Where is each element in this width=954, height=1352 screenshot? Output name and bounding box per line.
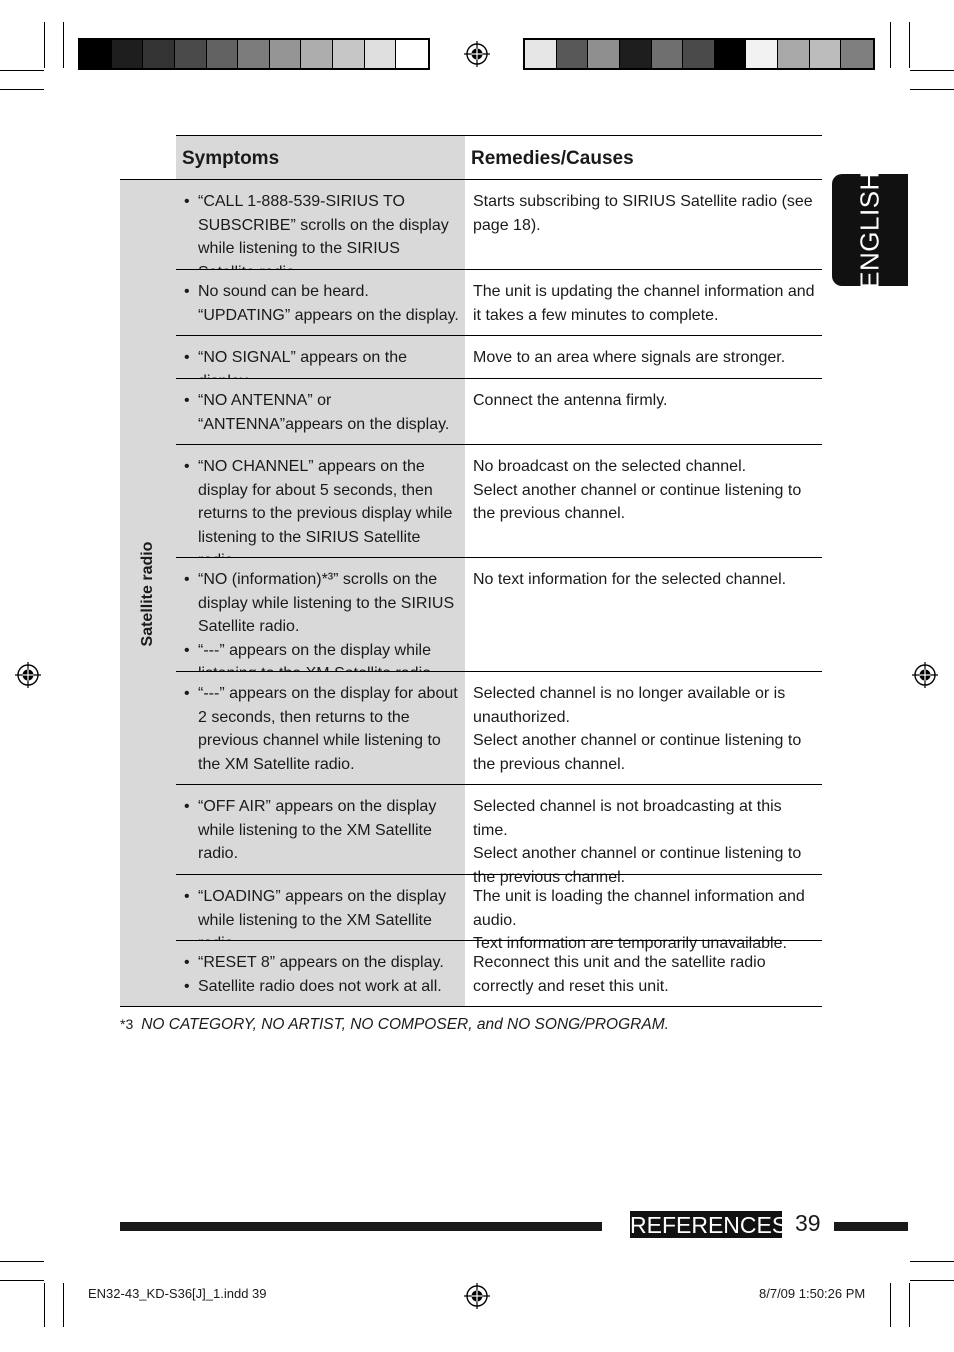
crop-mark — [0, 1261, 44, 1262]
remedy-text: Select another channel or continue listening to the previous channel. — [473, 845, 802, 886]
table-row — [176, 671, 822, 784]
remedy-cell — [465, 785, 822, 886]
color-swatch — [810, 40, 842, 68]
crop-mark — [0, 70, 44, 71]
color-swatch — [333, 40, 365, 68]
category-label: Satellite radio — [139, 541, 156, 646]
color-swatch — [143, 40, 175, 68]
remedy-cell — [465, 875, 822, 952]
registration-mark-icon — [464, 1283, 490, 1309]
remedy-text: Text information are temporarily unavailable. — [473, 935, 787, 952]
table-bottom-rule — [120, 1006, 822, 1007]
remedy-text: Selected channel is no longer available or is unauthorized. — [473, 685, 786, 726]
registration-mark-icon — [15, 662, 41, 688]
color-swatch — [841, 40, 873, 68]
remedy-text: Selected channel is not broadcasting at this time. — [473, 798, 782, 839]
symptom-cell — [176, 672, 465, 784]
remedy-cell — [465, 672, 822, 784]
color-bar-left — [78, 38, 430, 70]
table-row — [176, 874, 822, 952]
color-swatch — [588, 40, 620, 68]
color-swatch — [715, 40, 747, 68]
symptom-item: • “NO CHANNEL” appears on the display for about 5 seconds, then returns to the previous display while listening to the SIRIUS Satellite — [184, 455, 459, 573]
table-header — [176, 135, 822, 179]
remedy-text: No text information for the selected channel. — [473, 571, 787, 588]
color-swatch — [557, 40, 589, 68]
table-row — [176, 784, 822, 886]
crop-mark — [909, 22, 910, 68]
symptom-list — [184, 795, 459, 866]
crop-mark — [0, 1280, 44, 1281]
crop-mark — [910, 89, 954, 90]
color-swatch — [270, 40, 302, 68]
remedy-cell — [465, 558, 822, 671]
color-swatch — [301, 40, 333, 68]
registration-mark-icon — [912, 662, 938, 688]
symptom-item: • “NO SIGNAL” appears on the — [184, 346, 459, 393]
crop-mark — [44, 1283, 45, 1327]
registration-mark-icon — [464, 41, 490, 67]
table-row — [176, 940, 822, 1006]
symptom-cell — [176, 379, 465, 444]
symptom-item: • Satellite radio does not work at all. — [184, 975, 459, 999]
table-row — [176, 335, 822, 378]
remedy-cell — [465, 445, 822, 557]
section-label: REFERENCES — [630, 1212, 788, 1238]
footnote-mark: *3 — [120, 1016, 134, 1032]
color-swatch — [238, 40, 270, 68]
symptom-list — [184, 568, 459, 686]
remedy-text: Starts subscribing to SIRIUS Satellite radio (see page 18). — [473, 193, 813, 234]
table-row — [176, 269, 822, 335]
symptom-list — [184, 951, 459, 998]
color-bar-right — [523, 38, 875, 70]
color-swatch — [652, 40, 684, 68]
symptom-item: • “CALL 1-888-539-SIRIUS TO SUBSCRIBE” scrolls on the display while listening to the SIRIUS — [184, 190, 459, 284]
remedy-cell — [465, 941, 822, 1006]
symptom-list — [184, 682, 459, 776]
symptom-list — [184, 455, 459, 573]
color-swatch — [778, 40, 810, 68]
symptom-cell — [176, 336, 465, 378]
header-remedies: Remedies/Causes — [465, 136, 822, 179]
slug-timestamp: 8/7/09 1:50:26 PM — [759, 1286, 866, 1301]
symptom-cell — [176, 445, 465, 557]
remedy-text: Connect the antenna firmly. — [473, 392, 668, 409]
symptom-item: • “RESET 8” appears on the display. — [184, 951, 459, 975]
remedy-cell — [465, 270, 822, 335]
crop-mark — [63, 22, 64, 68]
language-tab — [832, 171, 908, 289]
remedy-text: Move to an area where signals are stronger. — [473, 349, 786, 366]
slug-file: EN32-43_KD-S36[J]_1.indd 39 — [88, 1286, 267, 1301]
remedy-cell — [465, 379, 822, 444]
crop-mark — [909, 1283, 910, 1327]
symptom-list — [184, 389, 459, 436]
table-row — [176, 179, 822, 269]
symptom-item: • “NO (information)*³” scrolls on the display while listening to the SIRIUS Satellite radio. — [184, 568, 459, 639]
color-swatch — [175, 40, 207, 68]
symptom-cell — [176, 875, 465, 940]
crop-mark — [63, 1283, 64, 1327]
remedy-cell — [465, 336, 822, 378]
remedy-text: Reconnect this unit and the satellite radio correctly and reset this unit. — [473, 954, 766, 995]
crop-mark — [910, 70, 954, 71]
symptom-cell — [176, 270, 465, 335]
table-row — [176, 557, 822, 671]
crop-mark — [910, 1280, 954, 1281]
symptom-item: • “OFF AIR” appears on the display while listening to the XM Satellite radio. — [184, 795, 459, 866]
color-swatch — [525, 40, 557, 68]
remedy-text: The unit is updating the channel information and it takes a few minutes to complete. — [473, 283, 815, 324]
crop-mark — [910, 1261, 954, 1262]
symptom-item: • “LOADING” appears on the display while listening to the XM Satellite — [184, 885, 459, 956]
symptom-item: • No sound can be heard. “UPDATING” appears on the display. — [184, 280, 459, 327]
footnote-text: NO CATEGORY, NO ARTIST, NO COMPOSER, and NO SONG/PROGRAM. — [141, 1016, 669, 1033]
remedy-text: Select another channel or continue listening to the previous channel. — [473, 481, 802, 522]
crop-mark — [890, 22, 891, 68]
symptom-cell — [176, 941, 465, 1006]
category-column — [120, 179, 176, 1007]
crop-mark — [44, 22, 45, 68]
symptom-cell — [176, 785, 465, 874]
footer-rule-right — [834, 1222, 908, 1231]
symptom-cell — [176, 180, 465, 269]
page-number: 39 — [795, 1210, 821, 1236]
remedy-cell — [465, 180, 822, 269]
header-symptoms: Symptoms — [176, 136, 465, 179]
crop-mark — [0, 89, 44, 90]
color-swatch — [112, 40, 144, 68]
remedy-text: Select another channel or continue listening to the previous channel. — [473, 732, 802, 773]
table-row — [176, 378, 822, 444]
color-swatch — [620, 40, 652, 68]
language-tab-label: ENGLISH — [854, 171, 885, 289]
crop-mark — [890, 1283, 891, 1327]
footer-rule-left — [120, 1222, 602, 1231]
symptom-list — [184, 280, 459, 327]
color-swatch — [746, 40, 778, 68]
symptom-item: • “---” appears on the display for about 2 seconds, then returns to the previous channel while listening to the XM Satellite radio. — [184, 682, 459, 776]
symptom-item: • “NO ANTENNA” or “ANTENNA”appears on the display. — [184, 389, 459, 436]
color-swatch — [80, 40, 112, 68]
color-swatch — [365, 40, 397, 68]
remedy-text: No broadcast on the selected channel. — [473, 458, 747, 475]
color-swatch — [396, 40, 428, 68]
table-row — [176, 444, 822, 557]
color-swatch — [683, 40, 715, 68]
symptom-cell — [176, 558, 465, 671]
footnote — [120, 1016, 669, 1034]
symptom-item: • “---” appears on the display while — [184, 639, 459, 686]
color-swatch — [207, 40, 239, 68]
remedy-text: The unit is loading the channel information and audio. — [473, 888, 805, 929]
